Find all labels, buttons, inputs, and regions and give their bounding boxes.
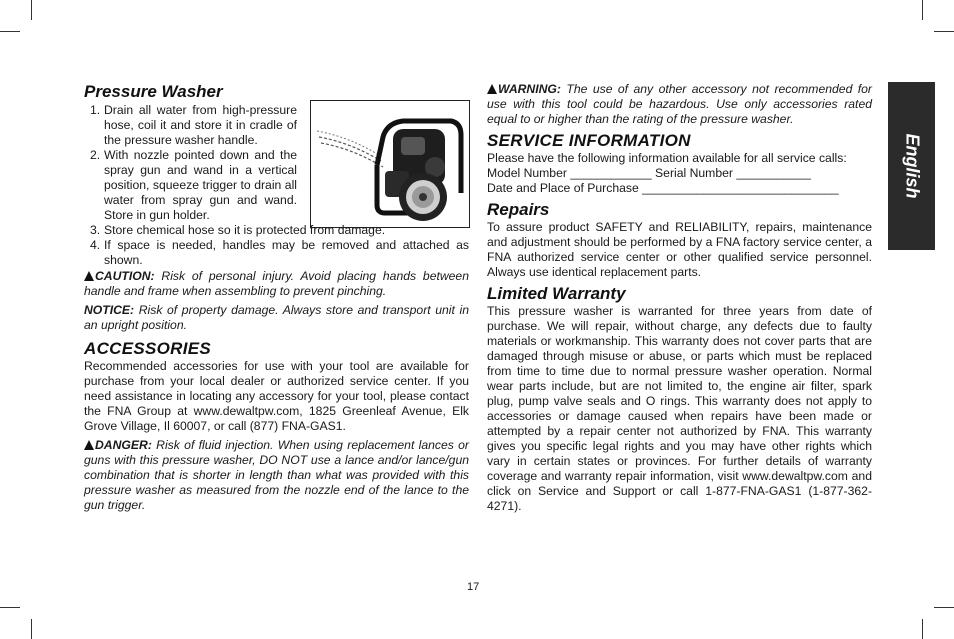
accessories-body: Recommended accessories for use with your tool are available for purchase from your local dealer or authorized service center. If you need assistance in locating any accessory for your tool, please contact the FNA Group at www.dewaltpw.com, 1825 Greenleaf Avenue, Elk Grove Village, Il 60007, or call (877) FNA-GAS1.: [84, 359, 469, 433]
limited-warranty-heading: Limited Warranty: [487, 284, 626, 303]
crop-mark: [934, 607, 954, 608]
pressure-washer-heading: Pressure Washer: [84, 82, 223, 101]
crop-mark: [922, 0, 923, 20]
repairs-heading: Repairs: [487, 200, 550, 219]
crop-mark: [934, 31, 954, 32]
language-tab: [888, 82, 935, 250]
repairs-body: To assure product SAFETY and RELIABILITY, repairs, maintenance and adjustment should be performed by a FNA factory service center, a FNA authorized service center or other qualified service personnel. Always use identical replacement parts.: [487, 220, 872, 279]
crop-mark: [0, 607, 20, 608]
warning-note: WARNING: The use of any other accessory not recommended for use with this tool could be hazardous. Use only accessories rated equal to or higher than the rating of the pressure washer.: [487, 82, 872, 126]
notice-note: NOTICE: Risk of property damage. Always store and transport unit in an upright position.: [84, 303, 469, 332]
accessories-heading: ACCESSORIES: [84, 339, 212, 358]
left-column: [84, 82, 469, 513]
warning-triangle-icon: [487, 84, 497, 94]
warning-triangle-icon: [84, 271, 94, 281]
right-column: [487, 82, 872, 514]
crop-mark: [31, 619, 32, 639]
list-item: 2. With nozzle pointed down and the spray gun and wand in a vertical position, squeeze trigger to drain all water from spray gun and wand. Store in gun holder.: [90, 148, 297, 222]
list-item: 4. If space is needed, handles may be removed and attached as shown.: [90, 238, 469, 267]
service-intro: Please have the following information available for all service calls:: [487, 151, 847, 165]
warning-triangle-icon: [84, 440, 94, 450]
service-information-heading: SERVICE INFORMATION: [487, 131, 691, 150]
crop-mark: [922, 619, 923, 639]
list-item: 3. Store chemical hose so it is protected from damage.: [90, 223, 386, 237]
list-item: 1. Drain all water from high-pressure hose, coil it and store it in cradle of the pressure washer handle.: [90, 103, 297, 147]
pressure-washer-illustration: [310, 100, 470, 228]
crop-mark: [0, 31, 20, 32]
language-tab-label: English: [902, 133, 922, 199]
purchase-line: Date and Place of Purchase _____________________________: [487, 181, 839, 195]
danger-note: DANGER: Risk of fluid injection. When using replacement lances or guns with this pressure washer, DO NOT use a lance and/or lance/gun combination that is shorter in length than what was provided with this pressure washer as measured from the nozzle end of the lance to the gun trigger.: [84, 438, 469, 512]
warranty-body: This pressure washer is warranted for three years from date of purchase. We will repair, without charge, any defects due to faulty materials or workmanship. This warranty does not cover parts that are damaged through misuse or abuse, or parts which must be replaced from time to time due to normal pressure washer operation. Normal wear parts include, but are not limited to, the engine air filter, spark plug, pump valve seals and O rings. This warranty does not apply to accessories or damage caused when repairs have been made or attempted by a repair center not authorized by FNA. This warranty gives you specific legal rights and you may have other rights which vary in certain states or provinces. For further details of warranty coverage and warranty repair information, visit www.dewaltpw.com and click on Service and Support or call 1-877-FNA-GAS1 (1-877-362-4271).: [487, 304, 872, 513]
caution-note: CAUTION: Risk of personal injury. Avoid placing hands between handle and frame when assembling to prevent pinching.: [84, 269, 469, 298]
page-number: 17: [467, 581, 480, 593]
crop-mark: [31, 0, 32, 20]
model-serial-line: Model Number ____________ Serial Number ___________: [487, 166, 811, 180]
